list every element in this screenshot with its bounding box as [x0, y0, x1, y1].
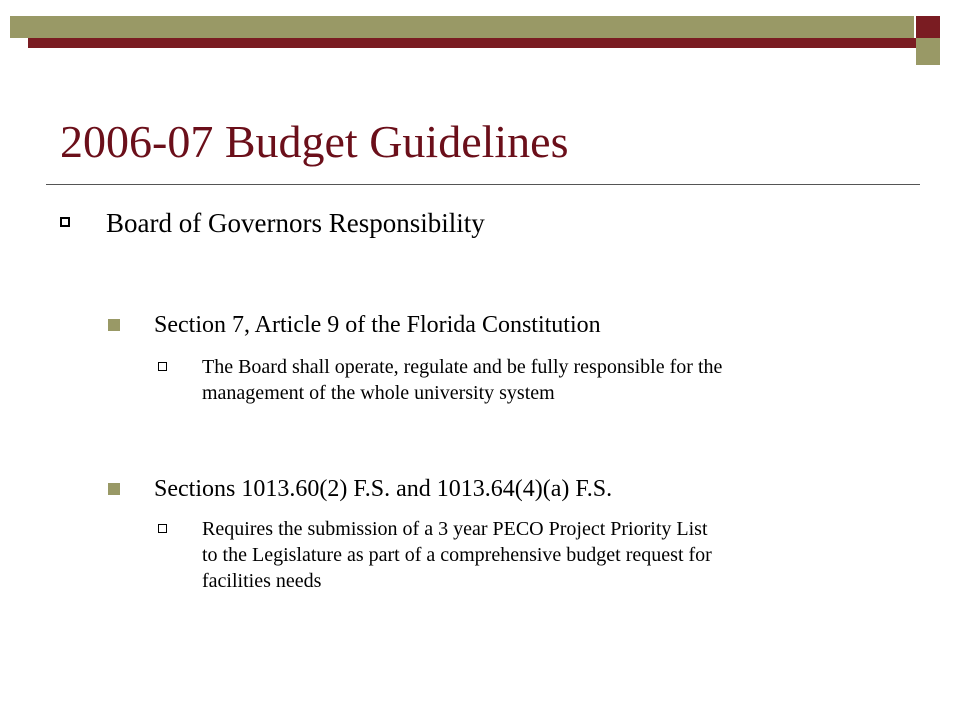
section-label: Section 7, Article 9 of the Florida Constitution [154, 312, 601, 338]
hollow-square-bullet-icon [60, 217, 70, 227]
solid-square-bullet-icon [108, 319, 120, 331]
heading-bullet [60, 206, 485, 240]
solid-square-bullet-icon [108, 483, 120, 495]
detail-line: management of the whole university system [202, 382, 555, 404]
corner-block-maroon [916, 16, 940, 38]
section-item-statutes [108, 474, 612, 504]
section-item-constitution [108, 310, 601, 340]
section-label: Sections 1013.60(2) F.S. and 1013.64(4)(a) F.S. [154, 476, 613, 502]
corner-block-olive [916, 38, 940, 65]
hollow-square-bullet-icon [158, 362, 167, 371]
detail-line: Requires the submission of a 3 year PECO Project Priority List [202, 518, 708, 540]
section-detail [158, 516, 898, 594]
slide-title: 2006-07 Budget Guidelines [60, 116, 569, 167]
detail-line: to the Legislature as part of a comprehensive budget request for [202, 544, 712, 566]
title-divider [46, 184, 920, 185]
heading-text: Board of Governors Responsibility [106, 208, 485, 238]
section-detail [158, 354, 898, 406]
detail-line: The Board shall operate, regulate and be fully responsible for the [202, 356, 723, 378]
detail-line: facilities needs [202, 570, 322, 592]
hollow-square-bullet-icon [158, 524, 167, 533]
header-band-maroon [28, 38, 920, 48]
header-band-olive [10, 16, 914, 38]
